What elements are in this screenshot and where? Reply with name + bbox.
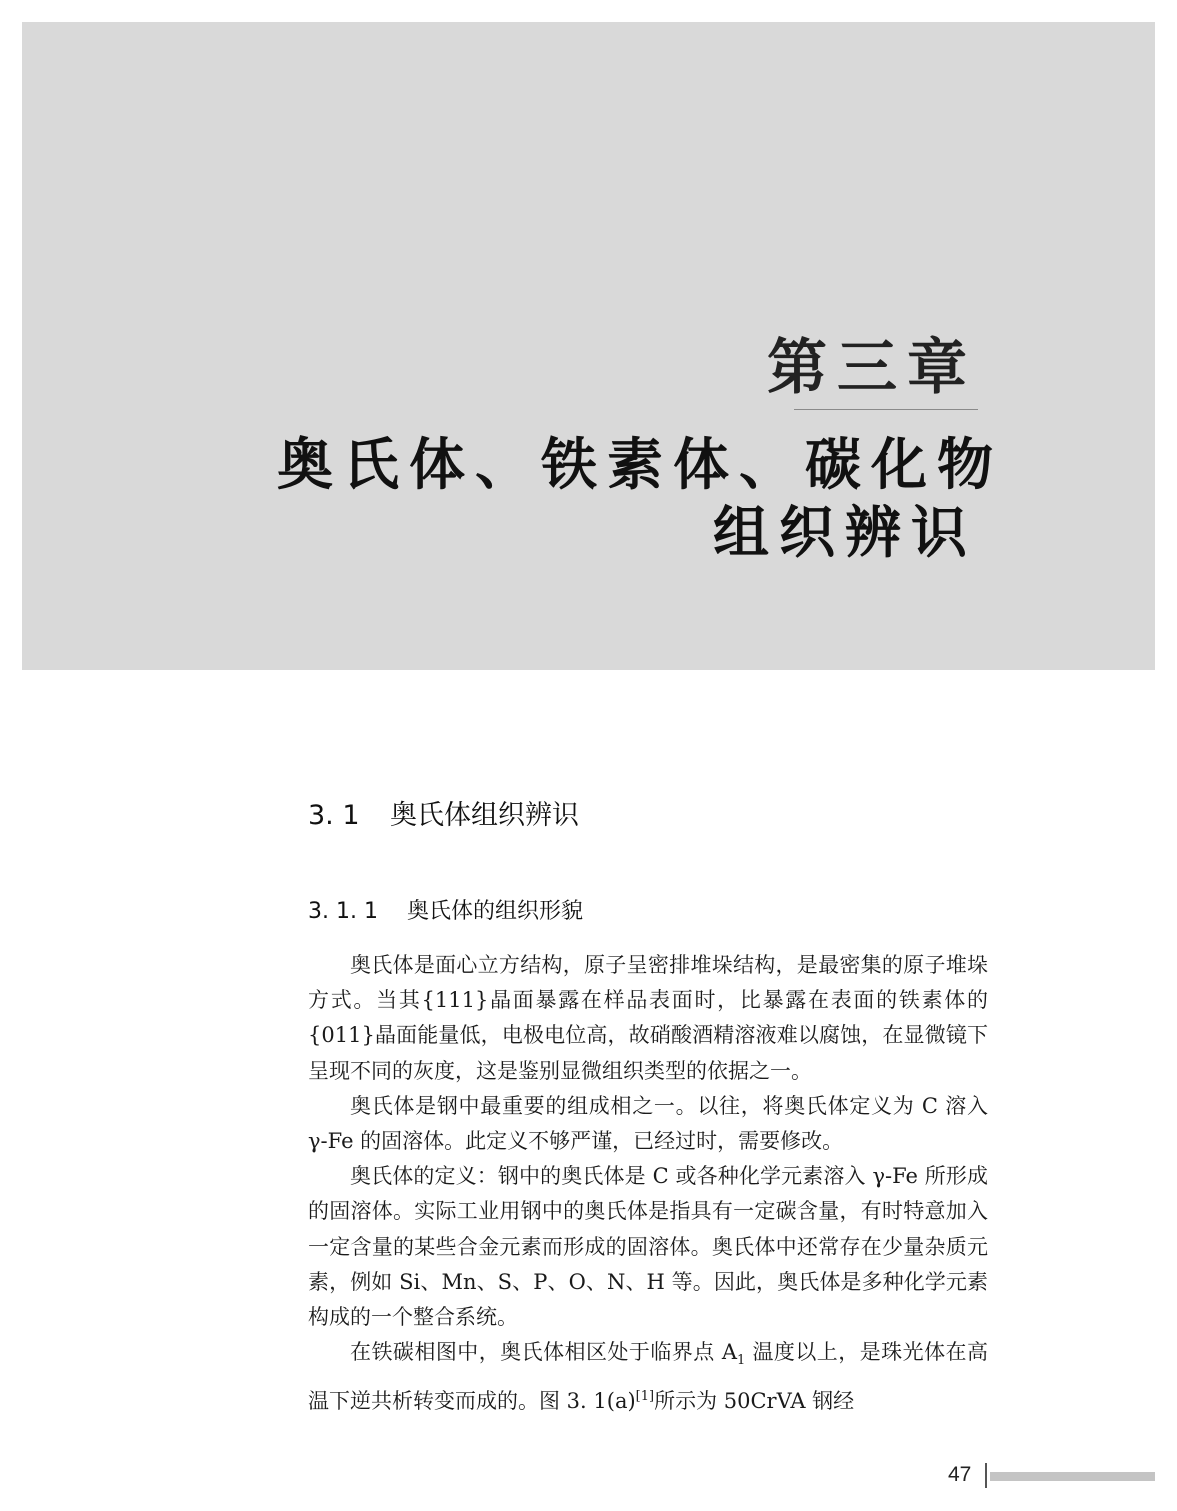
paragraph-4-text-c: 所示为 50CrVA 钢经 bbox=[654, 1388, 855, 1413]
section-number: 3. 1 bbox=[308, 800, 360, 831]
subsection-heading bbox=[308, 894, 583, 930]
citation-marker: [1] bbox=[635, 1388, 655, 1404]
paragraph-4-text-a: 在铁碳相图中，奥氏体相区处于临界点 A bbox=[350, 1340, 738, 1365]
paragraph-4 bbox=[308, 1335, 988, 1419]
paragraph-1: 奥氏体是面心立方结构，原子呈密排堆垛结构，是最密集的原子堆垛方式。当其{111}晶面暴露在样品表面时，比暴露在表面的铁素体的{011}晶面能量低，电极电位高，故硝酸酒精溶液难以腐蚀，在显微镜下呈现不同的灰度，这是鉴别显微组织类型的依据之一。 bbox=[308, 953, 988, 1083]
paragraph-4-text-b: 温度以上，是珠光体在高温下逆共析转变而成的。图 3. 1(a) bbox=[308, 1340, 988, 1413]
section-title: 奥氏体组织辨识 bbox=[390, 800, 579, 831]
chapter-number: 第三章 bbox=[767, 333, 977, 403]
paragraph-2: 奥氏体是钢中最重要的组成相之一。以往，将奥氏体定义为 C 溶入 γ-Fe 的固溶体。此定义不够严谨，已经过时，需要修改。 bbox=[308, 1093, 988, 1154]
body-text bbox=[308, 948, 988, 1419]
paragraph-3: 奥氏体的定义：钢中的奥氏体是 C 或各种化学元素溶入 γ-Fe 所形成的固溶体。实际工业用钢中的奥氏体是指具有一定碳含量，有时特意加入一定含量的某些合金元素而形成的固溶体。奥氏体中还常存在少量杂质元素，例如 Si、Mn、S、P、O、N、H 等。因此，奥氏体是多种化学元素构成的一个整合系统。 bbox=[308, 1164, 988, 1330]
subsection-title: 奥氏体的组织形貌 bbox=[407, 899, 584, 924]
chapter-title bbox=[277, 432, 1003, 568]
chapter-title-line-2: 组织辨识 bbox=[713, 501, 977, 566]
page-number: 47 bbox=[948, 1463, 972, 1486]
chapter-header-band bbox=[22, 22, 1155, 670]
chapter-title-line-1: 奥氏体、铁素体、碳化物 bbox=[277, 433, 1003, 498]
subsection-number: 3. 1. 1 bbox=[308, 899, 378, 924]
section-heading bbox=[308, 796, 579, 836]
critical-point-subscript: 1 bbox=[737, 1353, 746, 1369]
footer-bar bbox=[990, 1472, 1155, 1481]
chapter-divider bbox=[794, 409, 978, 410]
footer-tick bbox=[985, 1463, 987, 1488]
